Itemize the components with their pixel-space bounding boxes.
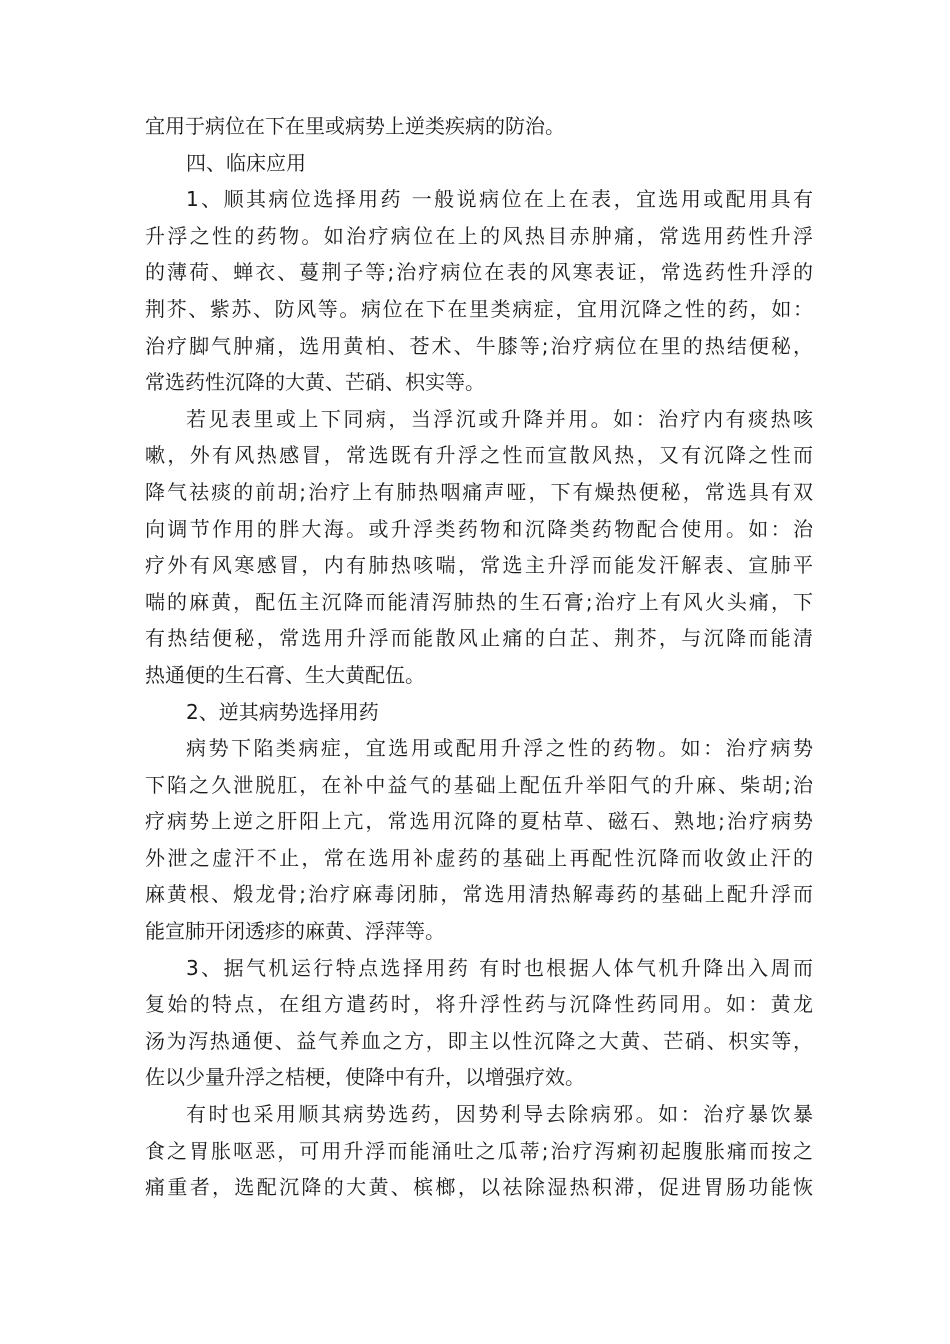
text-line: 食之胃胀呕恶，可用升浮而能涌吐之瓜蒂;治疗泻痢初起腹胀痛而按之 (145, 1138, 813, 1163)
text-line: 降气祛痰的前胡;治疗上有肺热咽痛声哑，下有燥热便秘，常选具有双 (145, 479, 813, 504)
text-line: 能宣肺开闭透疹的麻黄、浮萍等。 (145, 919, 445, 944)
text-line: 疗外有风寒感冒，内有肺热咳喘，常选主升浮而能发汗解表、宣肺平 (145, 553, 813, 578)
text-line: 荆芥、紫苏、防风等。病位在下在里类病症，宜用沉降之性的药，如： (145, 296, 813, 321)
document-body (145, 108, 813, 1206)
text-line: 2、逆其病势选择用药 (186, 699, 379, 724)
text-line: 痛重者，选配沉降的大黄、槟榔，以祛除湿热积滞，促进胃肠功能恢 (145, 1175, 813, 1200)
text-line: 常选药性沉降的大黄、芒硝、枳实等。 (145, 370, 485, 395)
text-line: 外泄之虚汗不止，常在选用补虚药的基础上再配性沉降而收敛止汗的 (145, 845, 813, 870)
text-line: 喘的麻黄，配伍主沉降而能清泻肺热的生石膏;治疗上有风火头痛，下 (145, 589, 813, 614)
text-line: 1、顺其病位选择用药 一般说病位在上在表，宜选用或配用具有 (186, 187, 813, 212)
text-line: 治疗脚气肿痛，选用黄柏、苍术、牛膝等;治疗病位在里的热结便秘， (145, 333, 813, 358)
text-line: 疗病势上逆之肝阳上亢，常选用沉降的夏枯草、磁石、熟地;治疗病势 (145, 809, 813, 834)
text-line: 有时也采用顺其病势选药，因势利导去除病邪。如：治疗暴饮暴 (186, 1102, 813, 1127)
text-line: 的薄荷、蝉衣、蔓荆子等;治疗病位在表的风寒表证，常选药性升浮的 (145, 260, 813, 285)
text-line: 升浮之性的药物。如治疗病位在上的风热目赤肿痛，常选用药性升浮 (145, 223, 813, 248)
text-line: 向调节作用的胖大海。或升浮类药物和沉降类药物配合使用。如：治 (145, 516, 813, 541)
text-line: 有热结便秘，常选用升浮而能散风止痛的白芷、荆芥，与沉降而能清 (145, 626, 813, 651)
text-line: 下陷之久泄脱肛，在补中益气的基础上配伍升举阳气的升麻、柴胡;治 (145, 772, 813, 797)
text-line: 佐以少量升浮之桔梗，使降中有升，以增强疗效。 (145, 1065, 585, 1090)
text-line: 若见表里或上下同病，当浮沉或升降并用。如：治疗内有痰热咳 (186, 406, 813, 431)
text-line: 3、据气机运行特点选择用药 有时也根据人体气机升降出入周而 (186, 955, 813, 980)
text-line: 嗽，外有风热感冒，常选既有升浮之性而宣散风热，又有沉降之性而 (145, 443, 813, 468)
text-line: 热通便的生石膏、生大黄配伍。 (145, 662, 425, 687)
text-line: 复始的特点，在组方遣药时，将升浮性药与沉降性药同用。如：黄龙 (145, 992, 813, 1017)
text-line: 病势下陷类病症，宜选用或配用升浮之性的药物。如：治疗病势 (186, 736, 813, 761)
text-line: 四、临床应用 (186, 150, 306, 175)
text-line: 汤为泻热通便、益气养血之方，即主以性沉降之大黄、芒硝、枳实等， (145, 1028, 813, 1053)
text-line: 麻黄根、煅龙骨;治疗麻毒闭肺，常选用清热解毒药的基础上配升浮而 (145, 882, 813, 907)
text-line: 宜用于病位在下在里或病势上逆类疾病的防治。 (145, 114, 565, 138)
